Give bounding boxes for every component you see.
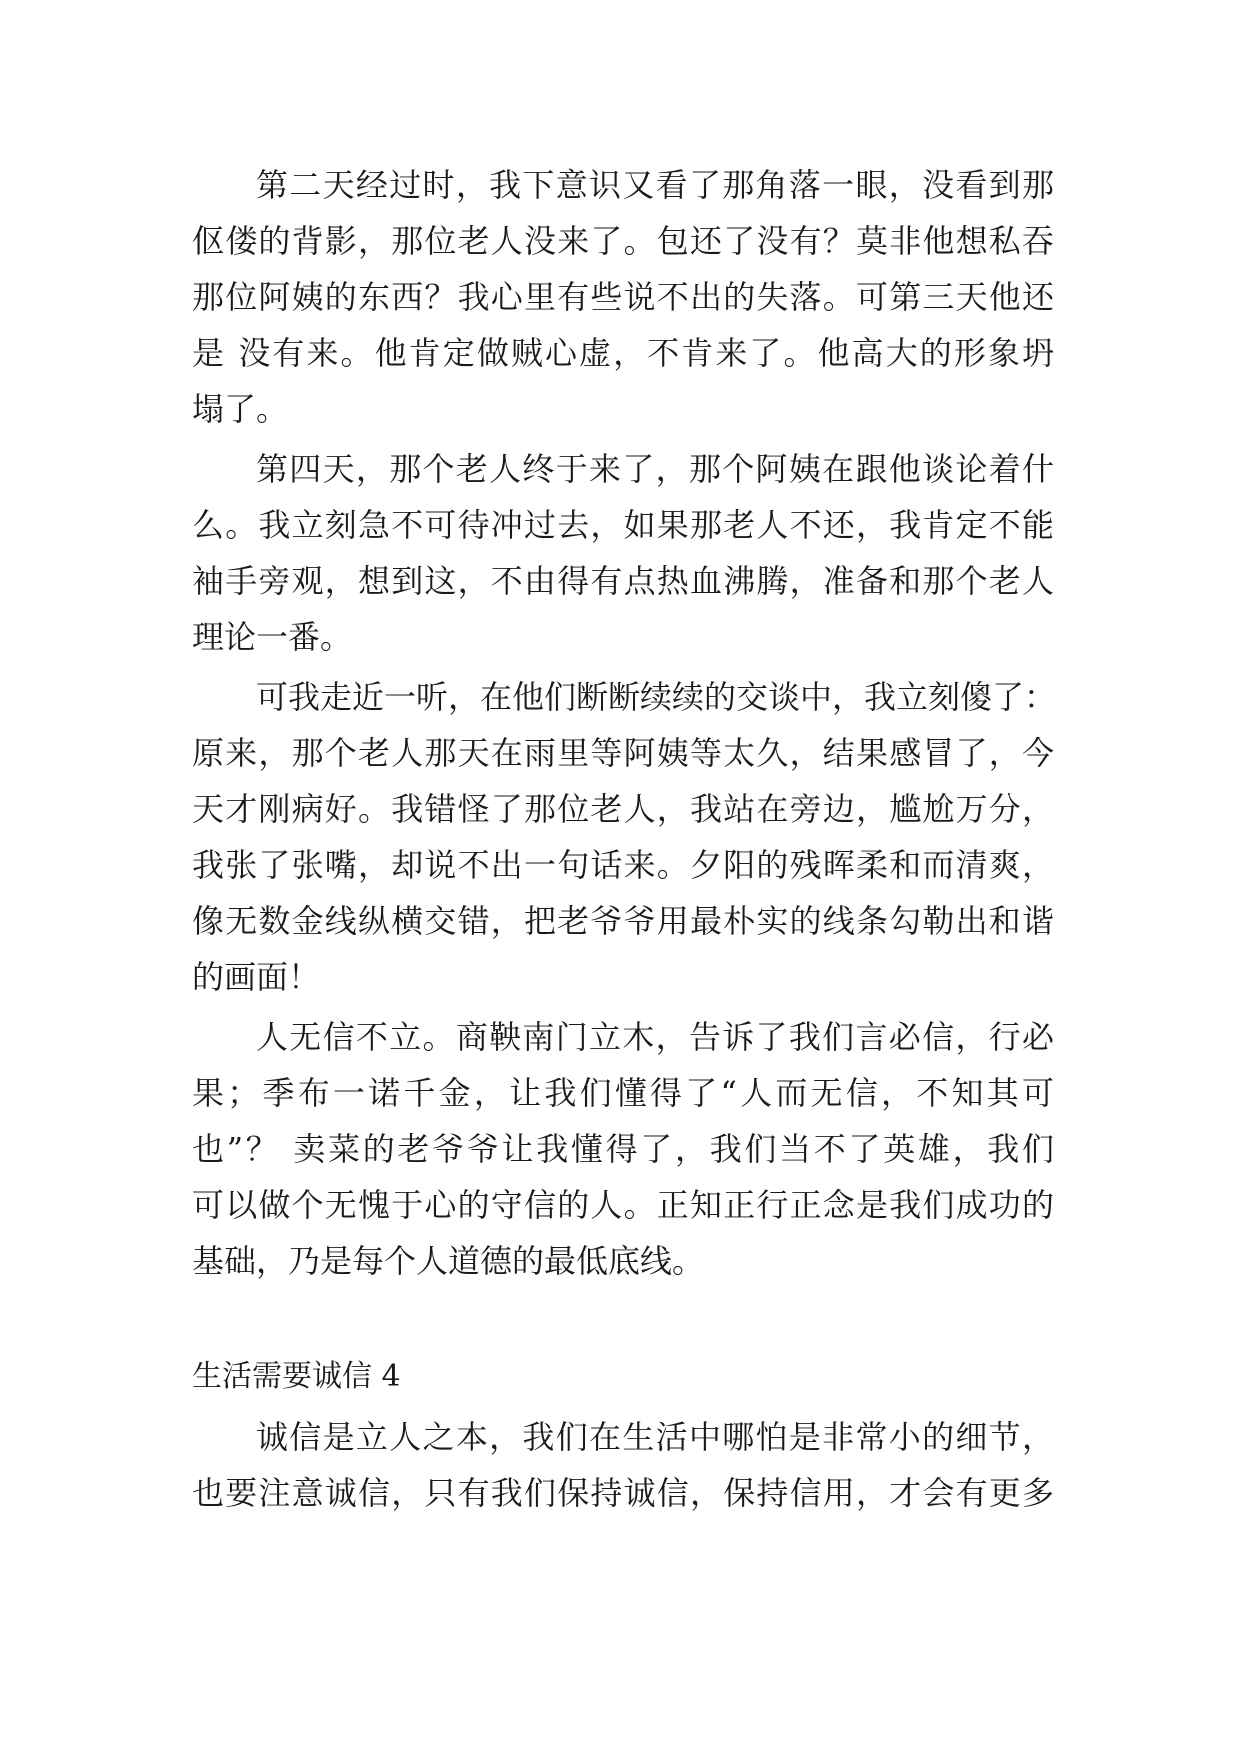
paragraph-1-line-1: 第二天经过时，我下意识又看了那角落一眼，没看到那	[256, 166, 1054, 204]
paragraph-4-line-4: 可以做个无愧于心的守信的人。正知正行正念是我们成功的	[192, 1186, 1054, 1224]
paragraph-4-line-5: 基础，乃是每个人道德的最低底线。	[192, 1242, 705, 1280]
paragraph-4-line-2: 果；季布一诺千金，让我们懂得了“人而无信，不知其可	[192, 1074, 1054, 1112]
paragraph-1-line-4: 是 没有来。他肯定做贼心虚，不肯来了。他高大的形象坍	[192, 334, 1054, 372]
paragraph-2-line-1: 第四天，那个老人终于来了，那个阿姨在跟他谈论着什	[256, 450, 1054, 488]
paragraph-1-line-2: 伛偻的背影，那位老人没来了。包还了没有？莫非他想私吞	[192, 222, 1054, 260]
paragraph-2-line-4: 理论一番。	[192, 618, 353, 656]
paragraph-4-line-3: 也”？ 卖菜的老爷爷让我懂得了，我们当不了英雄，我们	[192, 1130, 1054, 1168]
paragraph-4-line-1: 人无信不立。商鞅南门立木，告诉了我们言必信，行必	[256, 1018, 1054, 1056]
paragraph-2-line-2: 么。我立刻急不可待冲过去，如果那老人不还，我肯定不能	[192, 506, 1054, 544]
paragraph-3-line-3: 天才刚病好。我错怪了那位老人，我站在旁边，尴尬万分，	[192, 790, 1054, 828]
paragraph-1-line-5: 塌了。	[192, 390, 289, 428]
paragraph-5-line-2: 也要注意诚信，只有我们保持诚信，保持信用，才会有更多	[192, 1474, 1054, 1512]
paragraph-5-line-1: 诚信是立人之本，我们在生活中哪怕是非常小的细节，	[256, 1418, 1054, 1456]
paragraph-3-line-4: 我张了张嘴，却说不出一句话来。夕阳的残晖柔和而清爽，	[192, 846, 1054, 884]
paragraph-2-line-3: 袖手旁观，想到这，不由得有点热血沸腾，准备和那个老人	[192, 562, 1054, 600]
paragraph-3-line-1: 可我走近一听，在他们断断续续的交谈中，我立刻傻了：	[256, 678, 1057, 716]
paragraph-3-line-6: 的画面！	[192, 958, 321, 996]
paragraph-3-line-2: 原来，那个老人那天在雨里等阿姨等太久，结果感冒了，今	[192, 734, 1054, 772]
paragraph-3-line-5: 像无数金线纵横交错，把老爷爷用最朴实的线条勾勒出和谐	[192, 902, 1054, 940]
section-heading: 生活需要诚信 4	[192, 1359, 401, 1394]
paragraph-1-line-3: 那位阿姨的东西？我心里有些说不出的失落。可第三天他还	[192, 278, 1054, 316]
